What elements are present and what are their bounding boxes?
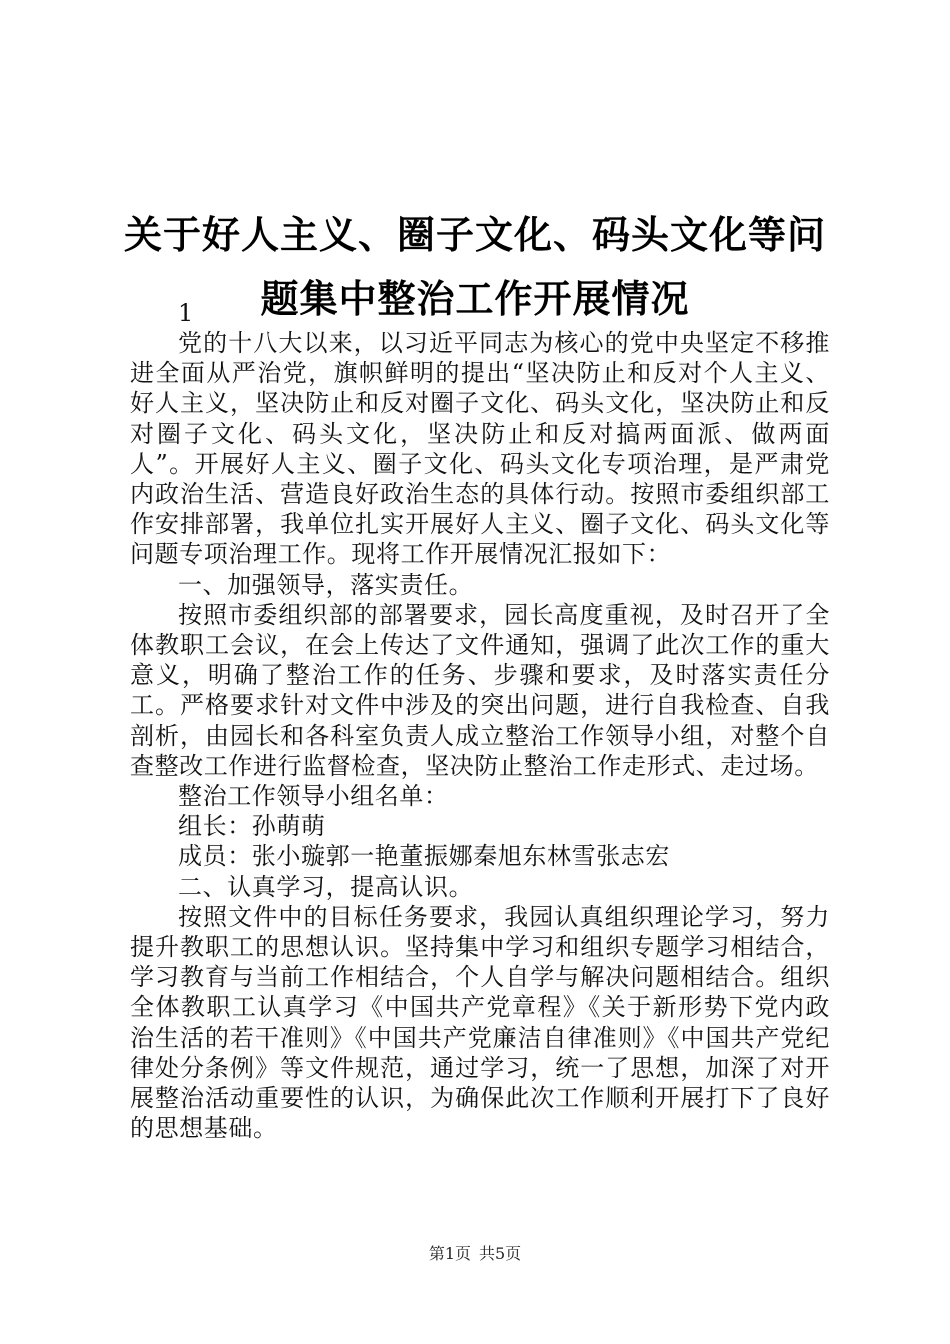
paragraph-intro: 党的十八大以来，以习近平同志为核心的党中央坚定不移推进全面从严治党，旗帜鲜明的提出“坚决防止和反对个人主义、好人主义，坚决防止和反对圈子文化、码头文化，坚决防止和反对圈子文化、码头文化，坚决防止和反对搞两面派、做两面人”。开展好人主义、圈子文化、码头文化专项治理，是严肃党内政治生活、营造良好政治生态的具体行动。按照市委组织部工作安排部署，我单位扎实开展好人主义、圈子文化、码头文化等问题专项治理工作。现将工作开展情况汇报如下： [130,329,830,569]
paragraph-section-2: 按照文件中的目标任务要求，我园认真组织理论学习，努力提升教职工的思想认识。坚持集中学习和组织专题学习相结合，学习教育与当前工作相结合，个人自学与解决问题相结合。组织全体教职工认真学习《中国共产党章程》《关于新形势下党内政治生活的若干准则》《中国共产党廉洁自律准则》《中国共产党纪律处分条例》等文件规范，通过学习，统一了思想，加深了对开展整治活动重要性的认识，为确保此次工作顺利开展打下了良好的思想基础。 [130,902,830,1143]
section-marker: 1 [178,299,194,327]
leadership-list-heading: 整治工作领导小组名单： [178,782,449,811]
page-number: 第1页 [428,1244,471,1263]
document-body [130,328,830,1143]
heading-section-2: 二、认真学习，提高认识。 [178,872,474,901]
paragraph-section-1: 按照市委组织部的部署要求，园长高度重视，及时召开了全体教职工会议，在会上传达了文件通知，强调了此次工作的重大意义，明确了整治工作的任务、步骤和要求，及时落实责任分工。严格要求针对文件中涉及的突出问题，进行自我检查、自我剖析，由园长和各科室负责人成立整治工作领导小组，对整个自查整改工作进行监督检查，坚决防止整治工作走形式、走过场。 [130,600,830,780]
page-total: 共5页 [479,1244,522,1263]
heading-section-1: 一、加强领导，落实责任。 [178,570,474,599]
members-line: 成员：张小璇郭一艳董振娜秦旭东林雪张志宏 [178,842,670,871]
page-footer [0,1243,950,1265]
leader-line: 组长：孙萌萌 [178,812,326,841]
document-title: 关于好人主义、圈子文化、码头文化等问题集中整治工作开展情况 [123,213,826,322]
